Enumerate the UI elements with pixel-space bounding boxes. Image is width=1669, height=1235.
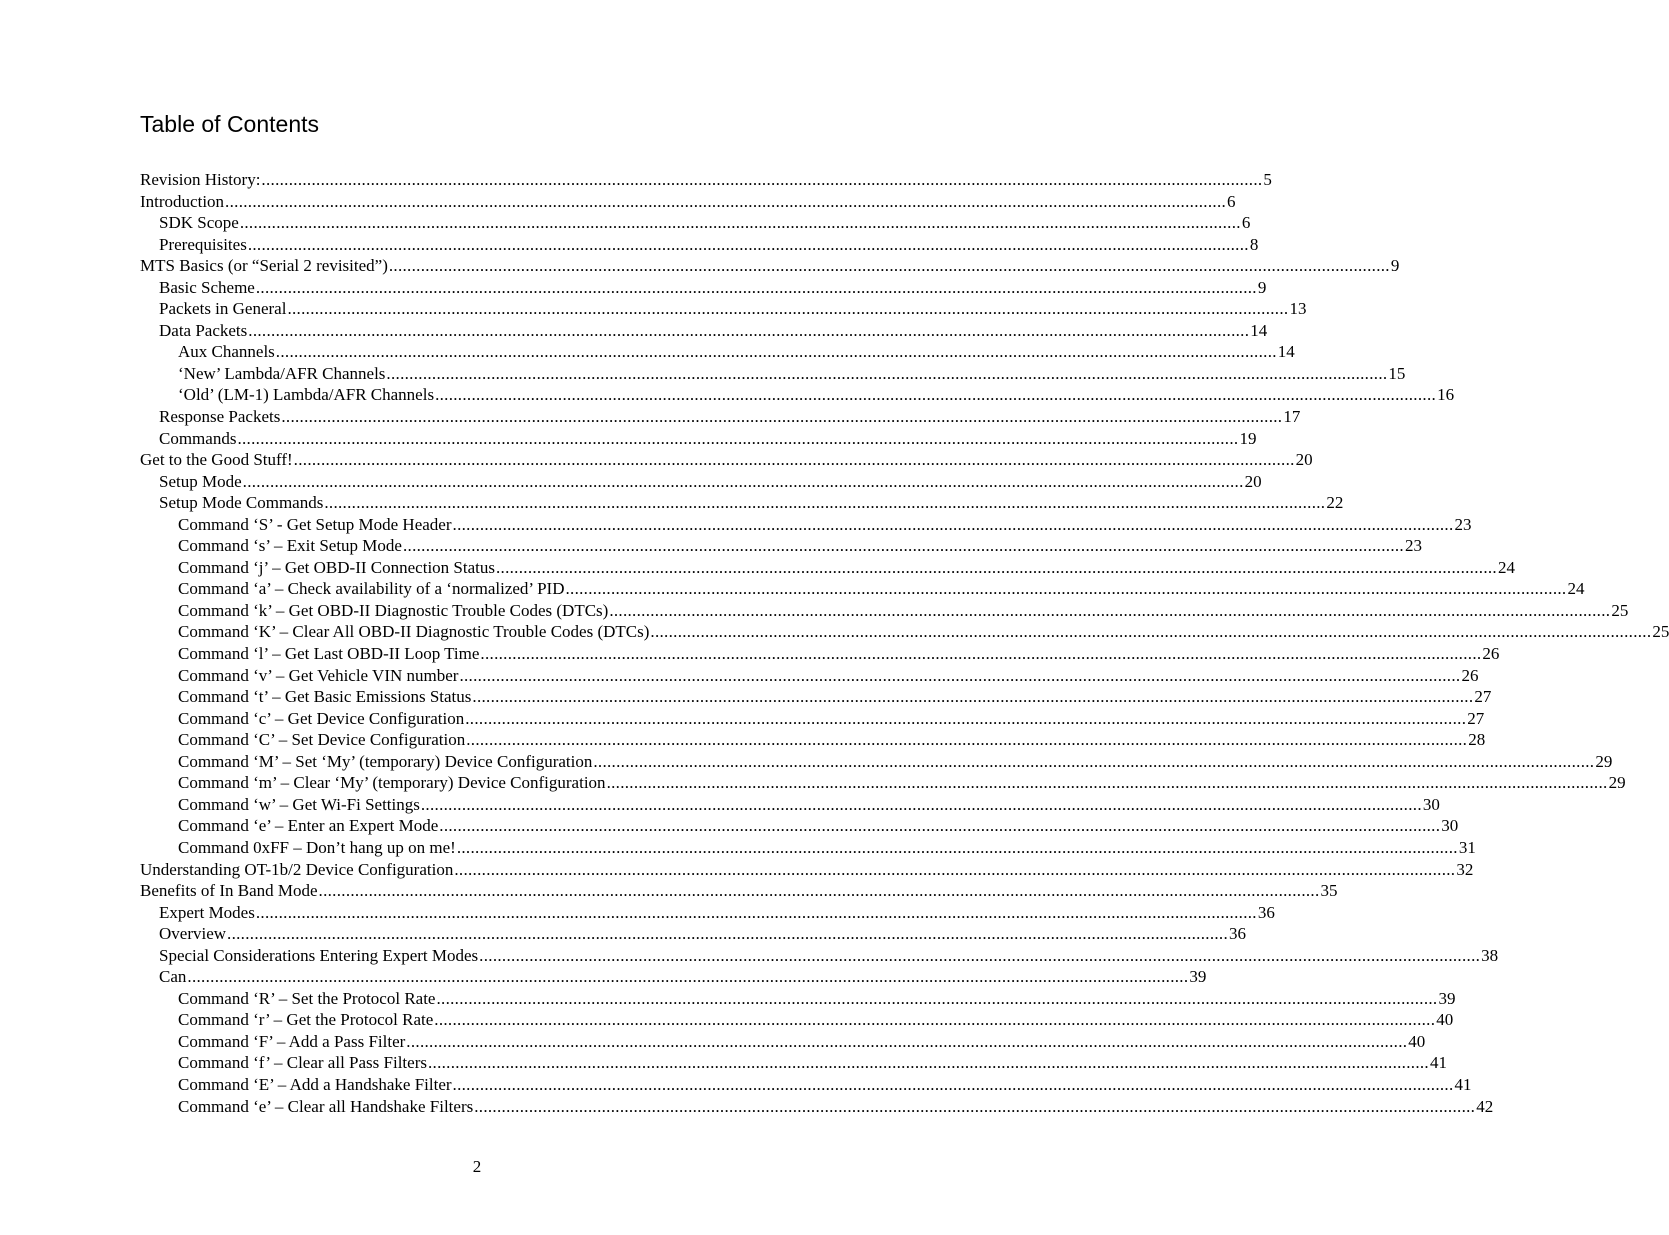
toc-entry[interactable]: [140, 1052, 1447, 1074]
toc-entry[interactable]: [140, 945, 1499, 967]
toc-dot-leader: ............................................................................................................................................................................................................................: [227, 924, 1229, 944]
toc-entry-label: Command ‘a’ – Check availability of a ‘normalized’ PID: [178, 579, 565, 599]
toc-entry-page: 19: [1239, 428, 1257, 448]
toc-dot-leader: ............................................................................................................................................................................................................................: [287, 299, 1289, 319]
toc-entry-label: Overview: [159, 924, 227, 944]
toc-entry-label: Command ‘F’ – Add a Pass Filter: [178, 1031, 406, 1051]
toc-entry[interactable]: [140, 859, 1474, 881]
toc-dot-leader: ............................................................................................................................................................................................................................: [565, 579, 1567, 599]
toc-entry-label: Command ‘m’ – Clear ‘My’ (temporary) Device Configuration: [178, 773, 606, 793]
toc-dot-leader: ............................................................................................................................................................................................................................: [239, 213, 1241, 233]
toc-entry-page: 26: [1482, 644, 1500, 664]
toc-entry-page: 20: [1244, 471, 1262, 491]
toc-entry-page: 36: [1257, 902, 1275, 922]
toc-dot-leader: ............................................................................................................................................................................................................................: [465, 708, 1467, 728]
toc-dot-leader: ............................................................................................................................................................................................................................: [248, 320, 1250, 340]
toc-entry-label: Understanding OT-1b/2 Device Configuration: [140, 859, 454, 879]
toc-entry[interactable]: [140, 621, 1669, 643]
toc-entry-label: Command ‘S’ - Get Setup Mode Header: [178, 514, 452, 534]
toc-entry-page: 14: [1277, 342, 1295, 362]
toc-entry[interactable]: [140, 492, 1344, 514]
toc-dot-leader: ............................................................................................................................................................................................................................: [406, 1031, 1408, 1051]
toc-entry[interactable]: [140, 880, 1338, 902]
toc-dot-leader: ............................................................................................................................................................................................................................: [247, 234, 1249, 254]
toc-entry-label: Expert Modes: [159, 902, 255, 922]
toc-entry-label: Command 0xFF – Don’t hang up on me!: [178, 837, 456, 857]
toc-entry-label: Command ‘l’ – Get Last OBD-II Loop Time: [178, 644, 480, 664]
toc-entry-label: Command ‘K’ – Clear All OBD-II Diagnostic Trouble Codes (DTCs): [178, 622, 650, 642]
toc-entry-label: Command ‘t’ – Get Basic Emissions Status: [178, 687, 472, 707]
toc-entry-page: 30: [1422, 794, 1440, 814]
toc-entry-label: Aux Channels: [178, 342, 275, 362]
toc-entry-page: 9: [1257, 277, 1267, 297]
page-number: 2: [472, 1157, 482, 1176]
toc-entry-label: Command ‘R’ – Set the Protocol Rate: [178, 988, 436, 1008]
toc-entry[interactable]: [140, 578, 1585, 600]
toc-dot-leader: ............................................................................................................................................................................................................................: [452, 514, 1454, 534]
toc-entry-page: 29: [1595, 751, 1613, 771]
toc-entry-page: 23: [1404, 536, 1422, 556]
toc-dot-leader: ............................................................................................................................................................................................................................: [456, 837, 1458, 857]
toc-entry-page: 41: [1454, 1074, 1472, 1094]
toc-entry-label: Command ‘v’ – Get Vehicle VIN number: [178, 665, 459, 685]
toc-entry-page: 39: [1189, 967, 1207, 987]
toc-entry-label: ‘New’ Lambda/AFR Channels: [178, 363, 386, 383]
toc-entry-label: Can: [159, 967, 187, 987]
toc-dot-leader: ............................................................................................................................................................................................................................: [187, 967, 1189, 987]
toc-entry[interactable]: [140, 212, 1251, 234]
toc-entry-label: Prerequisites: [159, 234, 247, 254]
toc-entry-label: Setup Mode Commands: [159, 493, 324, 513]
toc-entry-label: Command ‘C’ – Set Device Configuration: [178, 730, 466, 750]
toc-entry-page: 28: [1468, 730, 1486, 750]
toc-entry[interactable]: [140, 320, 1268, 342]
toc-entry[interactable]: [140, 729, 1486, 751]
toc-dot-leader: ............................................................................................................................................................................................................................: [261, 170, 1263, 189]
toc-dot-leader: ............................................................................................................................................................................................................................: [434, 1010, 1436, 1030]
toc-dot-leader: ............................................................................................................................................................................................................................: [237, 428, 1239, 448]
toc-entry-page: 25: [1611, 600, 1629, 620]
toc-entry-page: 16: [1437, 385, 1455, 405]
toc-entry[interactable]: [140, 751, 1613, 773]
toc-entry[interactable]: [140, 341, 1295, 363]
toc-entry-page: 42: [1476, 1096, 1494, 1116]
toc-entry-label: Command ‘j’ – Get OBD-II Connection Status: [178, 557, 495, 577]
toc-entry[interactable]: [140, 557, 1515, 579]
toc-entry-label: Response Packets: [159, 407, 281, 427]
toc-entry[interactable]: [140, 815, 1459, 837]
toc-list: [140, 169, 1669, 1117]
toc-entry[interactable]: [140, 471, 1262, 493]
toc-dot-leader: ............................................................................................................................................................................................................................: [435, 385, 1437, 405]
toc-entry-page: 13: [1289, 299, 1307, 319]
toc-entry[interactable]: [140, 902, 1275, 924]
toc-entry-label: SDK Scope: [159, 213, 239, 233]
toc-entry[interactable]: [140, 1074, 1472, 1096]
toc-dot-leader: ............................................................................................................................................................................................................................: [593, 751, 1595, 771]
toc-dot-leader: ............................................................................................................................................................................................................................: [388, 256, 1390, 276]
toc-entry-page: 35: [1320, 881, 1338, 901]
toc-entry[interactable]: [140, 514, 1472, 536]
toc-dot-leader: ............................................................................................................................................................................................................................: [459, 665, 1461, 685]
toc-entry-label: Command ‘f’ – Clear all Pass Filters: [178, 1053, 427, 1073]
toc-entry[interactable]: [140, 1009, 1454, 1031]
toc-dot-leader: ............................................................................................................................................................................................................................: [606, 773, 1608, 793]
toc-entry-label: Command ‘r’ – Get the Protocol Rate: [178, 1010, 434, 1030]
toc-entry-label: Command ‘e’ – Clear all Handshake Filters: [178, 1096, 474, 1116]
toc-dot-leader: ............................................................................................................................................................................................................................: [281, 407, 1283, 427]
toc-dot-leader: ............................................................................................................................................................................................................................: [255, 902, 1257, 922]
toc-dot-leader: ............................................................................................................................................................................................................................: [420, 794, 1422, 814]
toc-entry-label: Basic Scheme: [159, 277, 255, 297]
toc-entry-label: Introduction: [140, 191, 225, 211]
toc-entry-page: 5: [1263, 170, 1272, 189]
toc-dot-leader: ............................................................................................................................................................................................................................: [386, 363, 1388, 383]
toc-entry-label: Packets in General: [159, 299, 287, 319]
toc-dot-leader: ............................................................................................................................................................................................................................: [402, 536, 1404, 556]
toc-dot-leader: ............................................................................................................................................................................................................................: [318, 881, 1320, 901]
toc-entry-page: 8: [1249, 234, 1259, 254]
toc-entry-page: 36: [1229, 924, 1247, 944]
toc-entry[interactable]: [140, 169, 1272, 191]
toc-entry-label: MTS Basics (or “Serial 2 revisited”): [140, 256, 388, 276]
toc-entry-page: 26: [1461, 665, 1479, 685]
toc-entry-page: 24: [1497, 557, 1515, 577]
toc-dot-leader: ............................................................................................................................................................................................................................: [480, 644, 1482, 664]
toc-dot-leader: ............................................................................................................................................................................................................................: [472, 687, 1474, 707]
toc-entry[interactable]: [140, 600, 1629, 622]
toc-dot-leader: ............................................................................................................................................................................................................................: [275, 342, 1277, 362]
toc-entry-page: 15: [1388, 363, 1406, 383]
toc-entry-label: Command ‘E’ – Add a Handshake Filter: [178, 1074, 452, 1094]
toc-entry-page: 6: [1227, 191, 1236, 211]
toc-entry[interactable]: [140, 535, 1422, 557]
toc-entry-label: Command ‘w’ – Get Wi-Fi Settings: [178, 794, 420, 814]
toc-entry[interactable]: [140, 837, 1476, 859]
toc-entry-label: Benefits of In Band Mode: [140, 881, 318, 901]
toc-entry[interactable]: [140, 255, 1400, 277]
toc-entry[interactable]: [140, 665, 1479, 687]
toc-entry[interactable]: [140, 643, 1500, 665]
toc-entry[interactable]: [140, 234, 1259, 256]
toc-entry[interactable]: [140, 363, 1406, 385]
toc-entry-page: 40: [1436, 1010, 1454, 1030]
toc-entry-label: Command ‘c’ – Get Device Configuration: [178, 708, 465, 728]
toc-dot-leader: ............................................................................................................................................................................................................................: [474, 1096, 1476, 1116]
toc-dot-leader: ............................................................................................................................................................................................................................: [454, 859, 1456, 879]
toc-entry-page: 25: [1652, 622, 1669, 642]
toc-entry[interactable]: [140, 966, 1207, 988]
toc-dot-leader: ............................................................................................................................................................................................................................: [650, 622, 1652, 642]
toc-entry-page: 27: [1474, 687, 1492, 707]
toc-entry[interactable]: [140, 298, 1307, 320]
toc-entry[interactable]: [140, 449, 1313, 471]
toc-entry-page: 17: [1283, 407, 1301, 427]
toc-entry[interactable]: [140, 384, 1455, 406]
toc-entry-page: 14: [1250, 320, 1268, 340]
toc-entry-label: Special Considerations Entering Expert Modes: [159, 945, 479, 965]
toc-entry-label: Data Packets: [159, 320, 248, 340]
toc-entry[interactable]: [140, 191, 1236, 213]
toc-title: Table of Contents: [140, 111, 320, 137]
toc-entry-page: 6: [1241, 213, 1251, 233]
toc-dot-leader: ............................................................................................................................................................................................................................: [242, 471, 1244, 491]
toc-dot-leader: ............................................................................................................................................................................................................................: [427, 1053, 1429, 1073]
toc-entry-page: 24: [1567, 579, 1585, 599]
toc-dot-leader: ............................................................................................................................................................................................................................: [452, 1074, 1454, 1094]
toc-dot-leader: ............................................................................................................................................................................................................................: [255, 277, 1257, 297]
toc-dot-leader: ............................................................................................................................................................................................................................: [436, 988, 1438, 1008]
toc-dot-leader: ............................................................................................................................................................................................................................: [225, 191, 1227, 211]
toc-dot-leader: ............................................................................................................................................................................................................................: [466, 730, 1468, 750]
toc-entry-page: 20: [1295, 450, 1313, 470]
toc-entry-label: Get to the Good Stuff!: [140, 450, 293, 470]
toc-entry[interactable]: [140, 794, 1440, 816]
toc-entry-label: Commands: [159, 428, 237, 448]
toc-entry-page: 23: [1454, 514, 1472, 534]
toc-entry-page: 9: [1390, 256, 1400, 276]
toc-entry[interactable]: [140, 988, 1456, 1010]
toc-entry-label: Revision History:: [140, 170, 261, 189]
toc-entry[interactable]: [140, 923, 1247, 945]
toc-entry[interactable]: [140, 406, 1301, 428]
toc-entry-page: 41: [1429, 1053, 1447, 1073]
toc-dot-leader: ............................................................................................................................................................................................................................: [293, 450, 1295, 470]
toc-entry-label: Command ‘M’ – Set ‘My’ (temporary) Device Configuration: [178, 751, 593, 771]
toc-dot-leader: ............................................................................................................................................................................................................................: [495, 557, 1497, 577]
toc-dot-leader: ............................................................................................................................................................................................................................: [609, 600, 1611, 620]
toc-entry-page: 40: [1408, 1031, 1426, 1051]
toc-entry-label: Command ‘k’ – Get OBD-II Diagnostic Trouble Codes (DTCs): [178, 600, 609, 620]
toc-entry[interactable]: [140, 1096, 1494, 1118]
toc-dot-leader: ............................................................................................................................................................................................................................: [479, 945, 1481, 965]
toc-dot-leader: ............................................................................................................................................................................................................................: [324, 493, 1326, 513]
toc-entry-label: Command ‘s’ – Exit Setup Mode: [178, 536, 402, 556]
toc-entry-page: 38: [1481, 945, 1499, 965]
toc-entry[interactable]: [140, 708, 1485, 730]
toc-entry-page: 30: [1441, 816, 1459, 836]
toc-entry-label: Command ‘e’ – Enter an Expert Mode: [178, 816, 439, 836]
toc-entry-page: 39: [1438, 988, 1456, 1008]
toc-entry[interactable]: [140, 1031, 1426, 1053]
toc-entry[interactable]: [140, 277, 1267, 299]
toc-entry-page: 27: [1467, 708, 1485, 728]
toc-entry-page: 32: [1456, 859, 1474, 879]
toc-entry-label: Setup Mode: [159, 471, 242, 491]
toc-entry[interactable]: [140, 428, 1257, 450]
toc-entry-label: ‘Old’ (LM-1) Lambda/AFR Channels: [178, 385, 435, 405]
toc-entry-page: 31: [1458, 837, 1476, 857]
toc-entry[interactable]: [140, 772, 1626, 794]
toc-entry-page: 22: [1326, 493, 1344, 513]
toc-entry[interactable]: [140, 686, 1492, 708]
toc-entry-page: 29: [1608, 773, 1626, 793]
toc-dot-leader: ............................................................................................................................................................................................................................: [439, 816, 1441, 836]
